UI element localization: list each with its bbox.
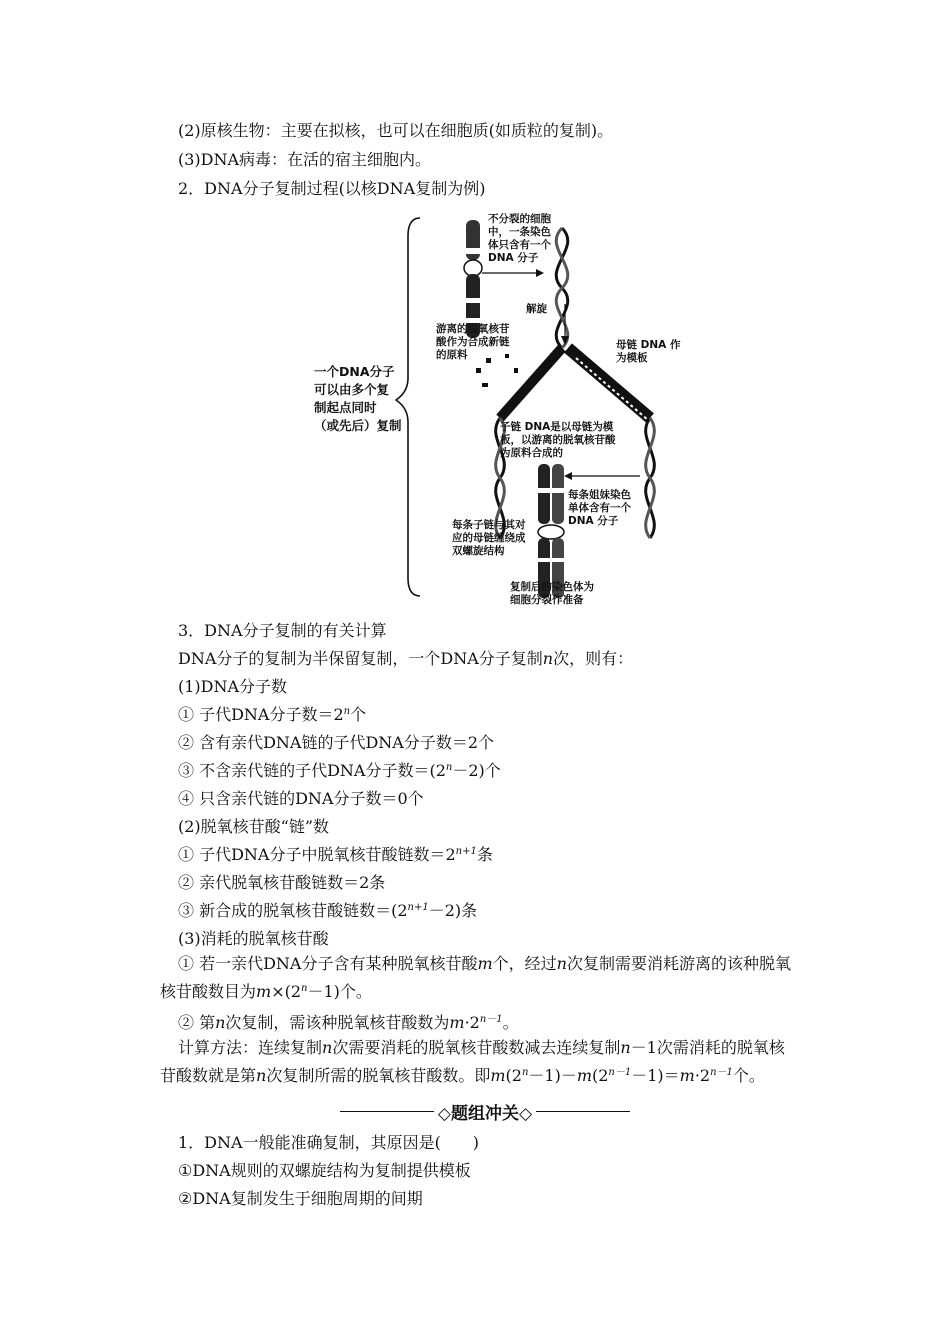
divider-title: ◇题组冲关◇ [437,1103,533,1124]
item-d2: ② 亲代脱氧核苷酸链数＝2条 [178,873,386,892]
label-top-right-2: 中，一条染色 [488,226,551,238]
right-daughter-helix [646,418,655,538]
label-top-right-1: 不分裂的细胞 [488,213,551,225]
text-method: 计算方法：连续复制n次需要消耗的脱氧核苷酸数减去连续复制n－1次需消耗的脱氧核苷酸数就是第n次复制所需的脱氧核苷酸数。即$m(2^n-1)-m(2^{n-1}-1)=m\cdot 2^{n-1}$个。 [160,1038,785,1085]
text-intro: DNA分子的复制为半保留复制，一个DNA分子复制n次，则有： [178,649,634,668]
free-nucleotides [476,354,518,387]
item-c3: ③ 不含亲代链的子代DNA分子数$=(2^n-2)$个 [178,761,501,780]
top-chromosome [464,220,482,338]
side-label-2: 可以由多个复 [314,382,390,397]
label-helix-1: 每条子链与其对 [452,519,526,531]
label-free-nuc-1: 游离的脱氧核苷 [436,323,510,335]
left-fork-arm [492,346,562,418]
section-heading-replication-process: 2．DNA分子复制过程(以核DNA复制为例) [178,179,486,198]
subheading-dna-count: (1)DNA分子数 [178,677,288,696]
side-label-3: 制起点同时 [314,400,377,415]
item-c4: ④ 只含亲代链的DNA分子数＝0个 [178,789,424,808]
label-free-nuc-3: 的原料 [436,349,468,361]
label-free-nuc-2: 酸作为合成新链 [436,336,510,348]
item-d3: ③ 新合成的脱氧核苷酸链数$=(2^{n+1}-2)$条 [178,901,478,920]
label-top-right-4: DNA 分子 [488,252,539,264]
question-1-option-2: ②DNA复制发生于细胞周期的间期 [178,1189,423,1208]
divider-rule-right [536,1111,630,1112]
subheading-consumed: (3)消耗的脱氧核苷酸 [178,929,329,948]
label-top-right-3: 体只含有一个 [488,239,551,251]
label-bottom-2: 细胞分裂作准备 [510,594,584,606]
label-sister-2: 单体含有一个 [568,502,631,514]
parent-helix [556,228,568,348]
section-heading-calculation: 3．DNA分子复制的有关计算 [178,621,387,640]
label-sister-1: 每条姐妹染色 [568,489,631,501]
sister-chromatids [538,464,564,598]
label-daughter-2: 板，以游离的脱氧核苷酸 [500,434,616,446]
side-label-4: （或先后）复制 [314,418,402,433]
item-d1: ① 子代DNA分子中脱氧核苷酸链数$=2^{n+1}$条 [178,845,493,864]
subheading-chain-count: (2)脱氧核苷酸“链”数 [178,817,330,836]
label-helix-2: 应的母链缠绕成 [452,532,526,544]
item-c2: ② 含有亲代DNA链的子代DNA分子数＝2个 [178,733,495,752]
dna-replication-diagram [300,208,710,608]
label-daughter-1: 子链 DNA是以母链为模 [500,421,614,433]
item-e2: ② 第n次复制，需该种脱氧核苷酸数为$m\cdot 2^{n-1}$。 [178,1013,519,1032]
label-helix-3: 双螺旋结构 [452,545,505,557]
question-1-option-1: ①DNA规则的双螺旋结构为复制提供模板 [178,1161,471,1180]
text-dna-virus: (3)DNA病毒：在活的宿主细胞内。 [178,150,432,169]
label-daughter-3: 为原料合成的 [500,447,563,459]
item-e1: ① 若一亲代DNA分子含有某种脱氧核苷酸m个，经过n次复制需要消耗游离的该种脱氧核苷酸数目为$m\times(2^n-1)$个。 [160,954,791,1001]
divider-rule-left [340,1111,434,1112]
brace [396,218,420,596]
label-bottom-1: 复制后的染色体为 [510,581,594,593]
label-unwind: 解旋 [526,303,547,315]
side-label-1: 一个DNA分子 [314,364,395,379]
section-divider [340,1098,630,1124]
question-1: 1．DNA一般能准确复制，其原因是( ) [178,1133,480,1152]
label-sister-3: DNA 分子 [568,515,619,527]
label-template-1: 母链 DNA 作 [616,339,681,351]
item-c1: ① 子代DNA分子数$=2^n$个 [178,705,367,724]
label-template-2: 为模板 [616,352,648,364]
text-prokaryote: (2)原核生物：主要在拟核，也可以在细胞质(如质粒的复制)。 [178,121,614,140]
